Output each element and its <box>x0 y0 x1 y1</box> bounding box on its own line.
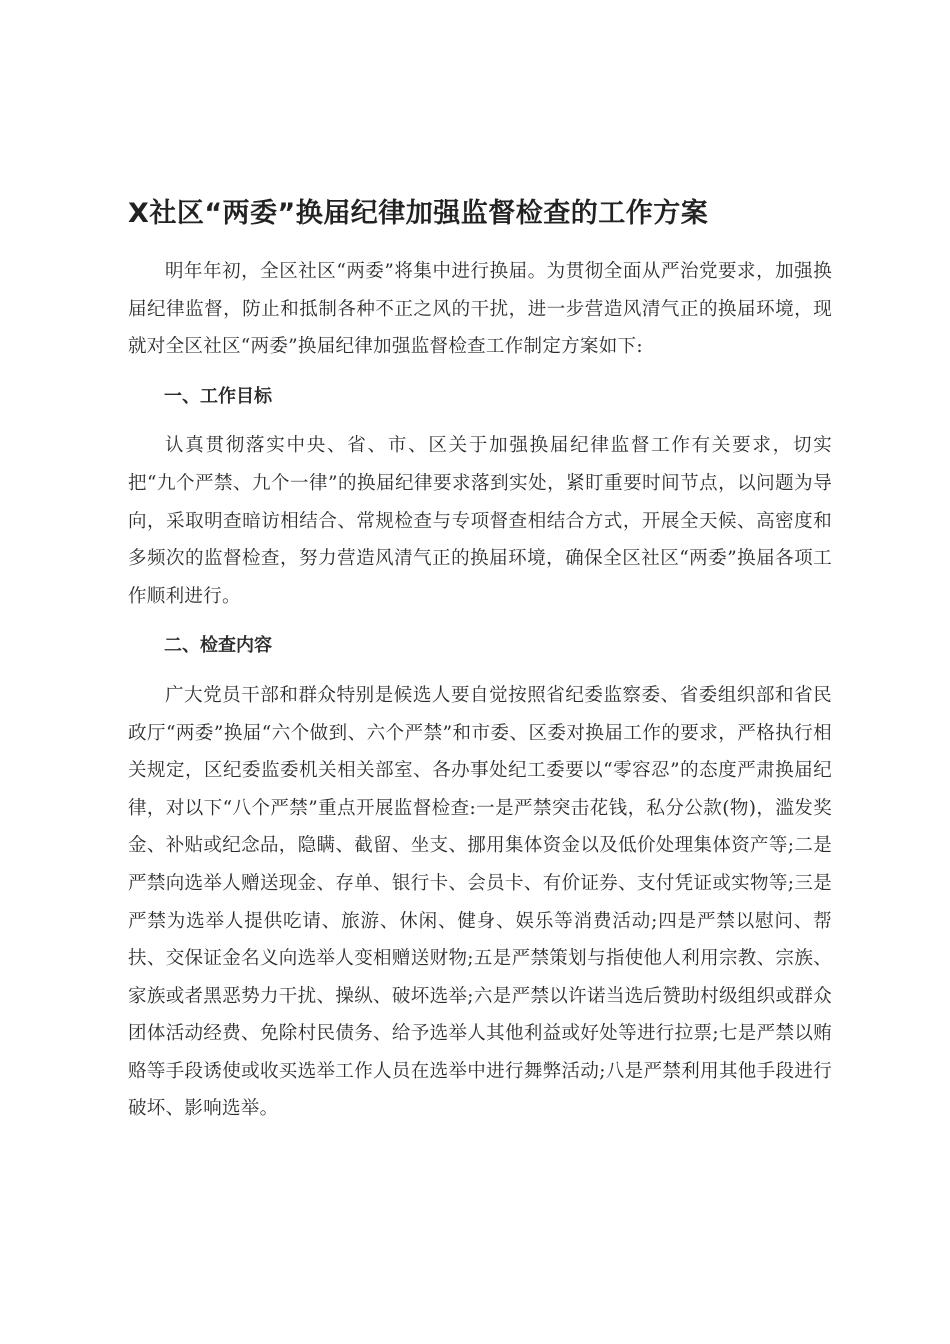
document-title: X社区“两委”换届纪律加强监督检查的工作方案 <box>128 198 709 229</box>
section-heading-goals: 一、工作目标 <box>164 385 272 407</box>
section-body-inspection: 广大党员干部和群众特别是候选人要自觉按照省纪委监察委、省委组织部和省民政厅“两委”换届“六个做到、六个严禁”和市委、区委对换届工作的要求，严格执行相关规定，区纪委监委机关相关部室、各办事处纪工委要以“零容忍”的态度严肃换届纪律，对以下“八个严禁”重点开展监督检查:一是严禁突击花钱，私分公款(物)，滥发奖金、补贴或纪念品，隐瞒、截留、坐支、挪用集体资金以及低价处理集体资产等;二是严禁向选举人赠送现金、存单、银行卡、会员卡、有价证券、支付凭证或实物等;三是严禁为选举人提供吃请、旅游、休闲、健身、娱乐等消费活动;四是严禁以慰问、帮扶、交保证金名义向选举人变相赠送财物;五是严禁策划与指使他人利用宗教、宗族、家族或者黑恶势力干扰、操纵、破坏选举;六是严禁以许诺当选后赞助村级组织或群众团体活动经费、免除村民债务、给予选举人其他利益或好处等进行拉票;七是严禁以贿赂等手段诱使或收买选举工作人员在选举中进行舞弊活动;八是严禁利用其他手段进行破坏、影响选举。 <box>128 684 832 1120</box>
section-heading-inspection: 二、检查内容 <box>164 635 272 657</box>
document-body <box>128 253 832 1128</box>
section-body-goals: 认真贯彻落实中央、省、市、区关于加强换届纪律监督工作有关要求，切实把“九个严禁、九个一律”的换届纪律要求落到实处，紧盯重要时间节点，以问题为导向，采取明查暗访相结合、常规检查与专项督查相结合方式，开展全天候、高密度和多频次的监督检查，努力营造风清气正的换届环境，确保全区社区“两委”换届各项工作顺利进行。 <box>128 435 832 607</box>
intro-paragraph: 明年年初，全区社区“两委”将集中进行换届。为贯彻全面从严治党要求，加强换届纪律监督，防止和抵制各种不正之风的干扰，进一步营造风清气正的换届环境，现就对全区社区“两委”换届纪律加强监督检查工作制定方案如下: <box>128 261 832 358</box>
